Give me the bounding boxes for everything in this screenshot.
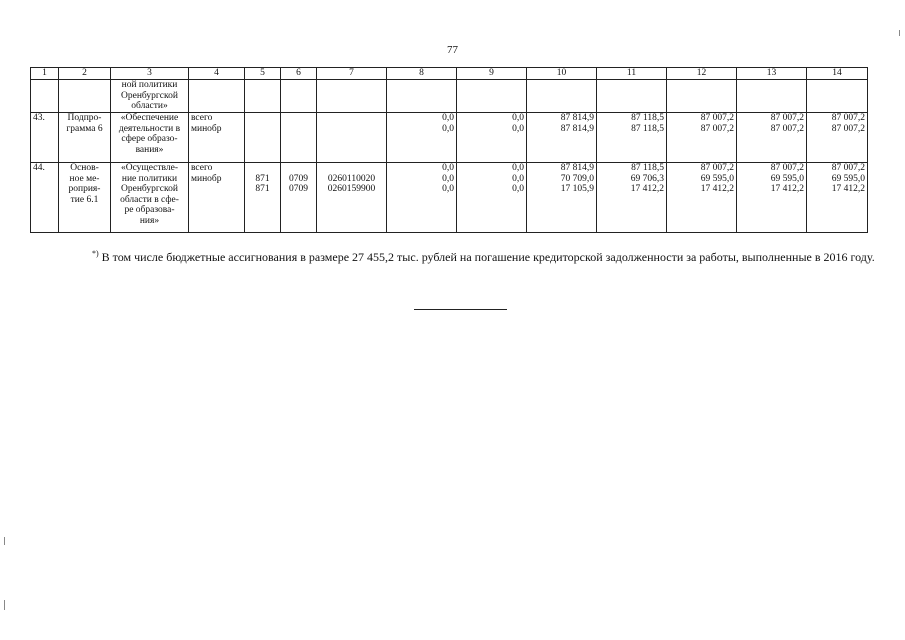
csr-cell: 0260110020 0260159900 (317, 163, 387, 233)
header-cell: 3 (111, 68, 189, 80)
csr-cell (317, 113, 387, 163)
scan-edge-mark (899, 30, 900, 36)
section-cell: 0709 0709 (281, 163, 317, 233)
value-col9-cell: 0,0 0,0 0,0 (457, 163, 527, 233)
header-cell: 9 (457, 68, 527, 80)
header-cell: 2 (59, 68, 111, 80)
executor-cell: всего минобр (189, 163, 245, 233)
scan-edge-mark (4, 600, 5, 610)
header-cell: 4 (189, 68, 245, 80)
program-title-cell: «Осуществле- ние политики Оренбургской области в сфе- ре образова- ния» (111, 163, 189, 233)
row-number-cell: 43. (31, 113, 59, 163)
continuation-title-line: ной политики (121, 80, 178, 90)
value-col11-cell: 87 118,5 69 706,3 17 412,2 (597, 163, 667, 233)
value-col8-cell: 0,0 0,0 0,0 (387, 163, 457, 233)
header-cell: 6 (281, 68, 317, 80)
row-number-cell: 44. (31, 163, 59, 233)
value-col11-cell: 87 118,5 87 118,5 (597, 113, 667, 163)
page-number: 77 (447, 44, 458, 56)
header-cell: 1 (31, 68, 59, 80)
executor-cell: всего минобр (189, 113, 245, 163)
header-cell: 5 (245, 68, 281, 80)
footnote-marker: *) (92, 249, 99, 258)
table-row-44 (31, 163, 868, 233)
value-col10-cell: 87 814,9 87 814,9 (527, 113, 597, 163)
header-cell: 13 (737, 68, 807, 80)
value-col12-cell: 87 007,2 69 595,0 17 412,2 (667, 163, 737, 233)
table-header-row (31, 68, 868, 80)
footnote-text: В том числе бюджетные ассигнования в размере 27 455,2 тыс. рублей на погашение кредиторской задолженности за работы, выполненные в 2016 году. (101, 250, 875, 264)
footnote (92, 246, 882, 265)
header-cell: 14 (807, 68, 868, 80)
value-col10-cell: 87 814,9 70 709,0 17 105,9 (527, 163, 597, 233)
value-col14-cell: 87 007,2 69 595,0 17 412,2 (807, 163, 868, 233)
value-col14-cell: 87 007,2 87 007,2 (807, 113, 868, 163)
header-cell: 8 (387, 68, 457, 80)
program-name-cell: Подпро- грамма 6 (59, 113, 111, 163)
program-title-cell: «Обеспечение деятельности в сфере образо- вания» (111, 113, 189, 163)
value-col8-cell: 0,0 0,0 (387, 113, 457, 163)
continuation-title-line: области» (131, 101, 168, 111)
continuation-title-line: Оренбургской (121, 90, 178, 101)
continuation-title-cell (111, 80, 189, 113)
grbs-cell: 871 871 (245, 163, 281, 233)
value-col12-cell: 87 007,2 87 007,2 (667, 113, 737, 163)
header-cell: 11 (597, 68, 667, 80)
grbs-cell (245, 113, 281, 163)
value-col13-cell: 87 007,2 87 007,2 (737, 113, 807, 163)
section-cell (281, 113, 317, 163)
header-cell: 7 (317, 68, 387, 80)
budget-table (30, 67, 868, 233)
table-row-continuation (31, 80, 868, 113)
program-name-cell: Основ- ное ме- роприя- тие 6.1 (59, 163, 111, 233)
header-cell: 10 (527, 68, 597, 80)
value-col9-cell: 0,0 0,0 (457, 113, 527, 163)
divider-line (414, 309, 507, 310)
header-cell: 12 (667, 68, 737, 80)
scan-edge-mark (4, 537, 5, 545)
table-row-43 (31, 113, 868, 163)
value-col13-cell: 87 007,2 69 595,0 17 412,2 (737, 163, 807, 233)
